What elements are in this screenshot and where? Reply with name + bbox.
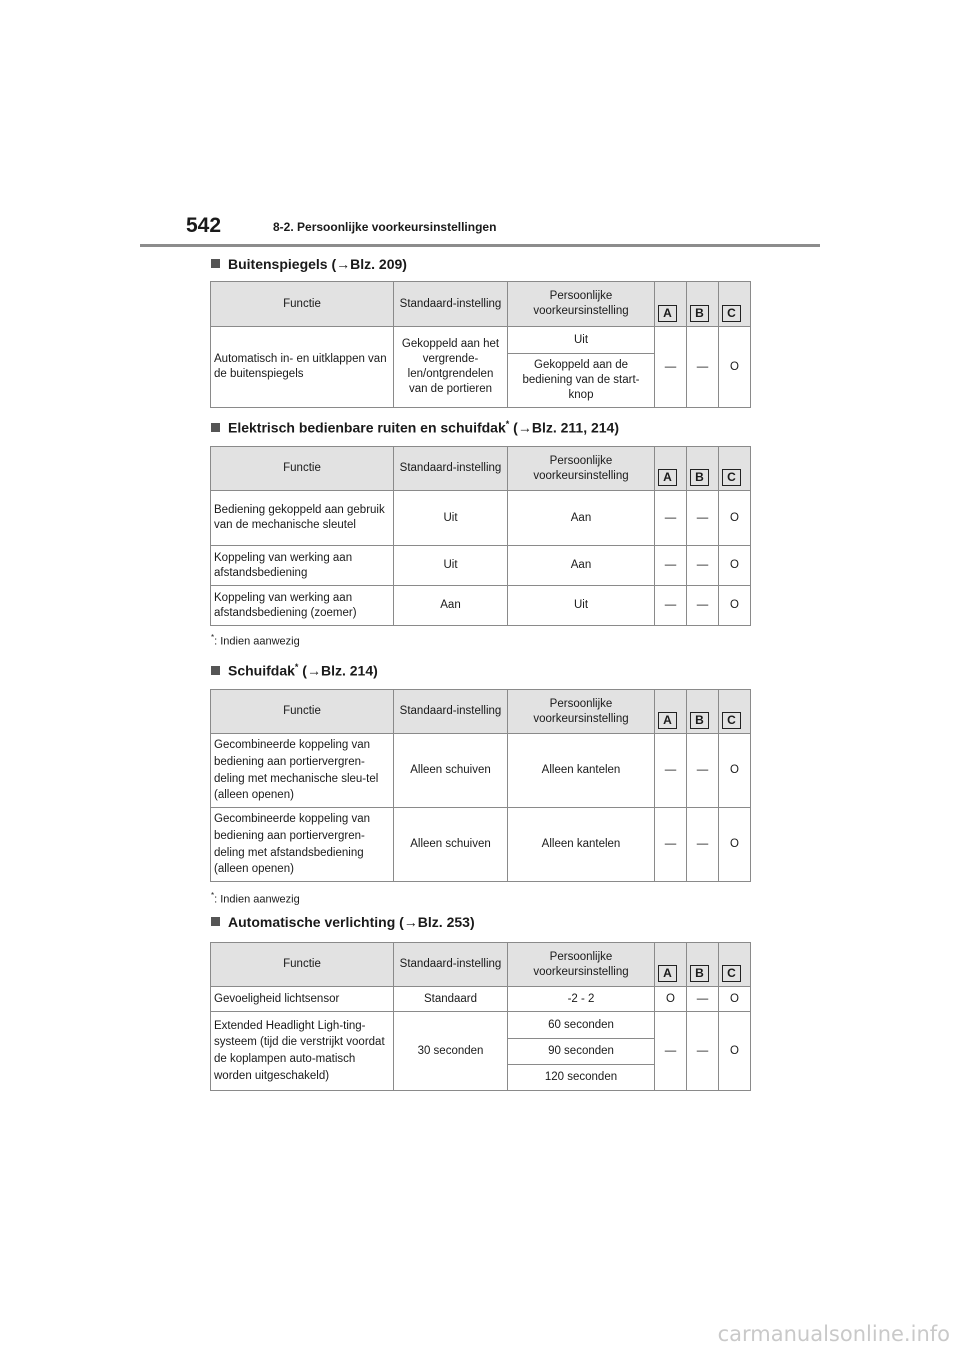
box-c-icon: C [722,305,741,322]
box-a-icon: A [658,305,677,322]
table-row [211,987,751,1012]
header-a [655,282,687,327]
header-functie: Functie [211,282,394,327]
box-a-icon: A [658,712,677,729]
cell-b: — [687,734,719,808]
cell-c: O [719,491,751,546]
cell-standaard: Standaard [394,987,508,1012]
box-a-icon: A [658,469,677,486]
cell-functie: Bediening gekoppeld aan gebruik van de mechanische sleutel [211,491,394,546]
cell-optie: 90 seconden [508,1039,655,1065]
cell-b: — [687,586,719,626]
cell-persoonlijk: Aan [508,546,655,586]
cell-a: — [655,734,687,808]
header-b [687,282,719,327]
cell-standaard: Alleen schuiven [394,808,508,882]
box-c-icon: C [722,469,741,486]
cell-standaard: Uit [394,491,508,546]
header-rule [140,244,820,247]
cell-b: — [687,808,719,882]
cell-functie: Gecombineerde koppeling van bediening aan portiervergren-deling met mechanische sleu-tel (alleen openen) [211,734,394,808]
header-standaard: Standaard-instelling [394,943,508,987]
header-b [687,943,719,987]
page-number: 542 [186,214,222,237]
box-b-icon: B [690,305,709,322]
cell-a: — [655,1012,687,1091]
table-row [211,546,751,586]
header-a [655,690,687,734]
cell-a: O [655,987,687,1012]
cell-standaard: Uit [394,546,508,586]
cell-optie: Uit [508,327,655,354]
footnote: *: Indien aanwezig [211,891,300,906]
header-a [655,447,687,491]
cell-persoonlijk: Uit [508,586,655,626]
cell-optie: Gekoppeld aan de bediening van de start-knop [508,354,655,408]
cell-persoonlijk: Aan [508,491,655,546]
cell-c: O [719,987,751,1012]
cell-b: — [687,987,719,1012]
table-row [211,808,751,882]
cell-a: — [655,586,687,626]
header-b [687,447,719,491]
header-standaard: Standaard-instelling [394,447,508,491]
cell-c: O [719,1012,751,1091]
bullet-square-icon [211,423,220,432]
table-ruiten [210,446,751,626]
cell-a: — [655,546,687,586]
table-row [211,491,751,546]
header-persoonlijk: Persoonlijke voorkeursinstelling [508,943,655,987]
table-header-row [211,447,751,491]
header-functie: Functie [211,447,394,491]
cell-functie: Gecombineerde koppeling van bediening aan portiervergren-deling met afstandsbediening (alleen openen) [211,808,394,882]
footnote: *: Indien aanwezig [211,633,300,648]
header-a [655,943,687,987]
box-b-icon: B [690,469,709,486]
header-functie: Functie [211,943,394,987]
section-heading-schuifdak: Schuifdak* (→Blz. 214) [211,662,378,679]
table-verlichting [210,942,751,1091]
table-row [211,327,751,354]
watermark: carmanualsonline.info [717,1322,950,1346]
section-heading-verlichting: Automatische verlichting (→Blz. 253) [211,914,475,930]
table-header-row [211,282,751,327]
header-functie: Functie [211,690,394,734]
header-c [719,282,751,327]
header-standaard: Standaard-instelling [394,282,508,327]
cell-functie: Gevoeligheid lichtsensor [211,987,394,1012]
box-b-icon: B [690,965,709,982]
chapter-title: 8-2. Persoonlijke voorkeursinstellingen [273,220,497,234]
section-heading-buitenspiegels: Buitenspiegels (→Blz. 209) [211,256,407,272]
cell-persoonlijk: Alleen kantelen [508,734,655,808]
cell-b: — [687,1012,719,1091]
box-c-icon: C [722,965,741,982]
cell-functie: Koppeling van werking aan afstandsbediening [211,546,394,586]
table-row [211,586,751,626]
cell-standaard: 30 seconden [394,1012,508,1091]
table-header-row [211,690,751,734]
header-persoonlijk: Persoonlijke voorkeursinstelling [508,282,655,327]
cell-c: O [719,546,751,586]
cell-functie: Koppeling van werking aan afstandsbediening (zoemer) [211,586,394,626]
box-c-icon: C [722,712,741,729]
section-heading-ruiten: Elektrisch bedienbare ruiten en schuifdak* (→Blz. 211, 214) [211,419,619,436]
cell-optie: 60 seconden [508,1012,655,1039]
cell-functie: Extended Headlight Ligh-ting-systeem (tijd die verstrijkt voordat de koplampen auto-matisch worden uitgeschakeld) [211,1012,394,1091]
cell-a: — [655,808,687,882]
cell-b: — [687,327,719,408]
table-row [211,734,751,808]
cell-persoonlijk: Alleen kantelen [508,808,655,882]
bullet-square-icon [211,917,220,926]
header-c [719,447,751,491]
cell-standaard: Aan [394,586,508,626]
table-buitenspiegels [210,281,751,408]
cell-a: — [655,491,687,546]
header-b [687,690,719,734]
cell-a: — [655,327,687,408]
cell-b: — [687,546,719,586]
table-row [211,1012,751,1039]
cell-c: O [719,734,751,808]
table-header-row [211,943,751,987]
cell-standaard: Alleen schuiven [394,734,508,808]
header-c [719,690,751,734]
header-persoonlijk: Persoonlijke voorkeursinstelling [508,690,655,734]
bullet-square-icon [211,666,220,675]
cell-b: — [687,491,719,546]
header-persoonlijk: Persoonlijke voorkeursinstelling [508,447,655,491]
cell-persoonlijk: -2 - 2 [508,987,655,1012]
box-a-icon: A [658,965,677,982]
table-schuifdak [210,689,751,882]
box-b-icon: B [690,712,709,729]
bullet-square-icon [211,259,220,268]
cell-functie: Automatisch in- en uitklappen van de buitenspiegels [211,327,394,408]
cell-c: O [719,808,751,882]
cell-optie: 120 seconden [508,1065,655,1091]
cell-standaard: Gekoppeld aan het vergrende-len/ontgrendelen van de portieren [394,327,508,408]
cell-c: O [719,327,751,408]
header-c [719,943,751,987]
header-standaard: Standaard-instelling [394,690,508,734]
cell-c: O [719,586,751,626]
